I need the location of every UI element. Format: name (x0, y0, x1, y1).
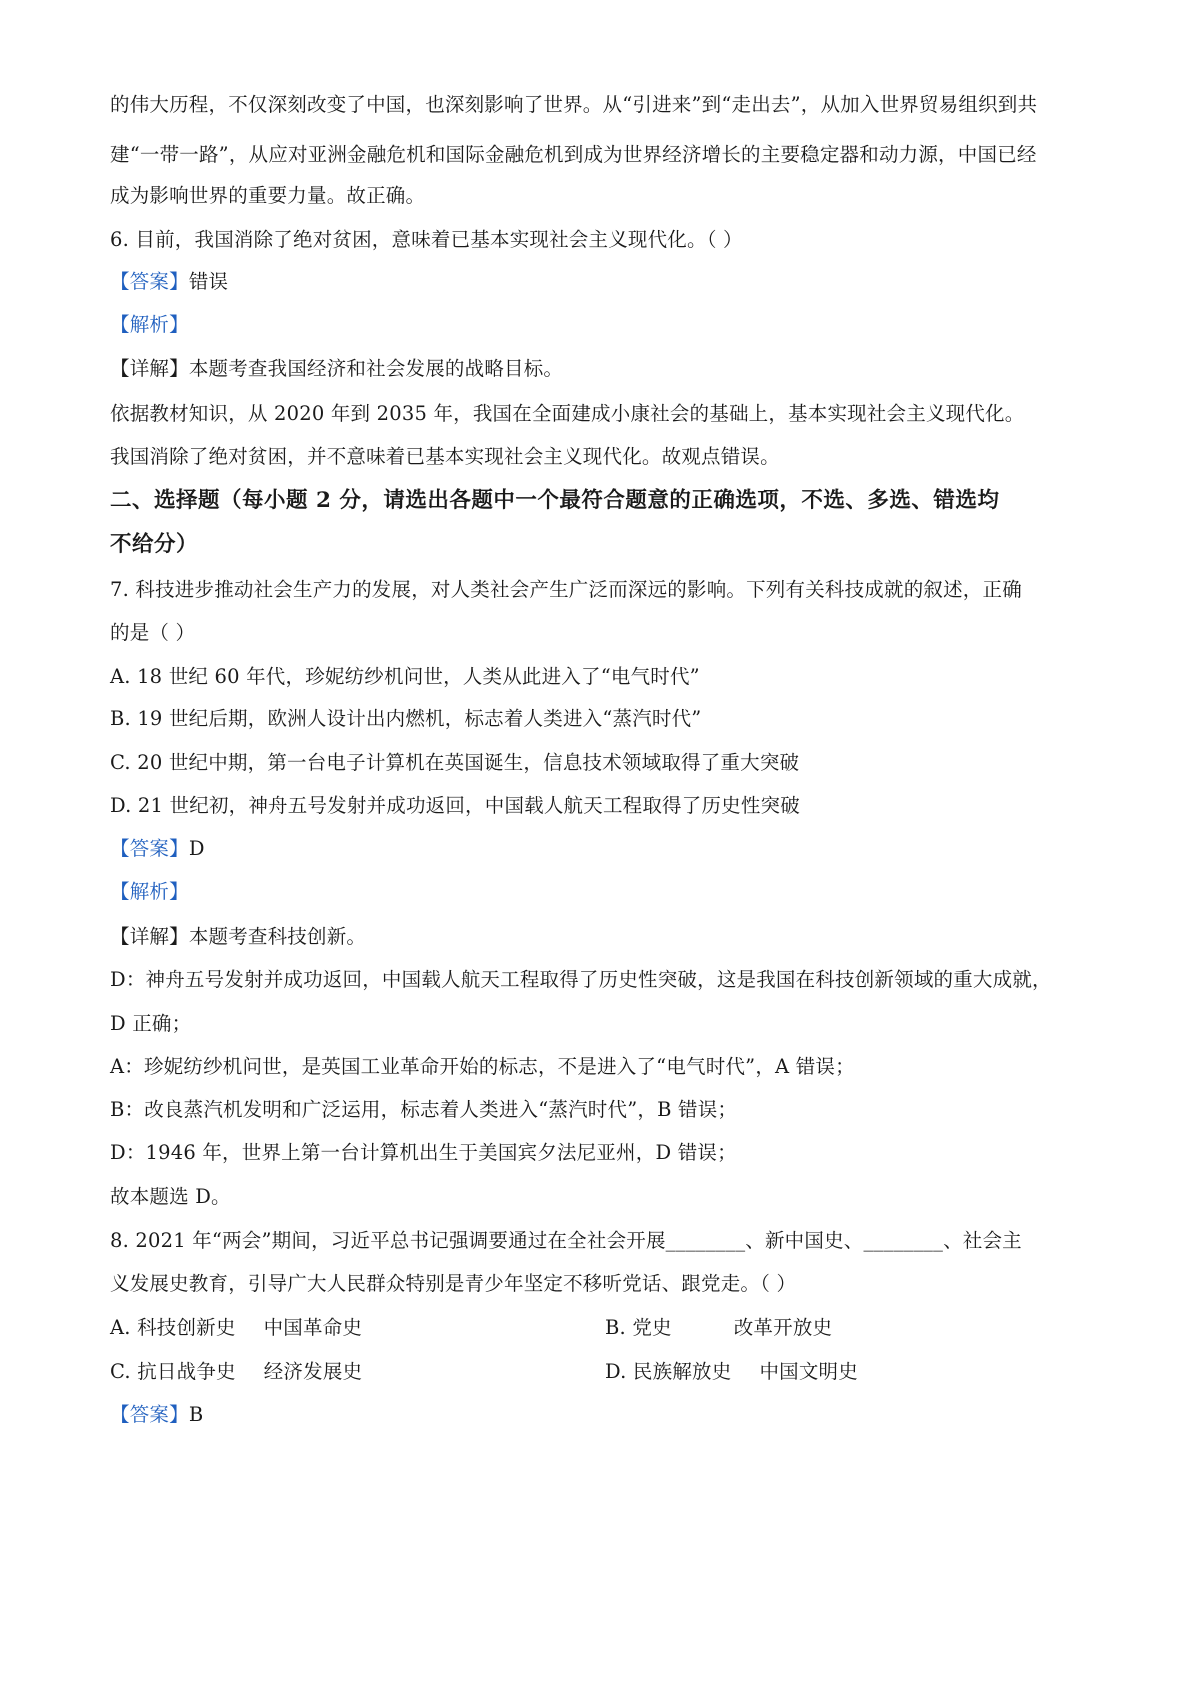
section-heading: 二、选择题（每小题 2 分，请选出各题中一个最符合题意的正确选项，不选、多选、错选均 (110, 488, 1000, 513)
answer-value: D (188, 837, 205, 860)
question-6-analysis (110, 311, 189, 339)
answer-value: 错误 (188, 270, 229, 293)
question-8-stem: 8. 2021 年“两会”期间，习近平总书记强调要通过在全社会开展________、新中国史、________、社会主 (110, 1229, 1022, 1252)
paragraph-line: D：1946 年，世界上第一台计算机出生于美国宾夕法尼亚州，D 错误； (110, 1141, 737, 1164)
analysis-tag: 【解析】 (110, 313, 189, 336)
detail-tag: 【详解】 (110, 925, 189, 948)
option-d (605, 1358, 858, 1386)
paragraph-line: 建“一带一路”，从应对亚洲金融危机和国际金融危机到成为世界经济增长的主要稳定器和动力源，中国已经 (110, 143, 1037, 166)
option-d: D. 21 世纪初，神舟五号发射并成功返回，中国载人航天工程取得了历史性突破 (110, 794, 800, 817)
option-b-part2: 改革开放史 (733, 1316, 833, 1339)
option-c (110, 1358, 362, 1386)
option-b-part1: B. 党史 (605, 1316, 672, 1339)
question-6-detail (110, 355, 563, 383)
question-6-stem: 6. 目前，我国消除了绝对贫困，意味着已基本实现社会主义现代化。（ ） (110, 228, 743, 251)
option-c: C. 20 世纪中期，第一台电子计算机在英国诞生，信息技术领域取得了重大突破 (110, 751, 800, 774)
answer-tag: 【答案】 (110, 837, 189, 860)
section-heading: 不给分） (110, 532, 199, 557)
paragraph-line: D 正确； (110, 1012, 192, 1035)
paragraph-line: 我国消除了绝对贫困，并不意味着已基本实现社会主义现代化。故观点错误。 (110, 445, 780, 468)
question-6-answer (110, 268, 228, 296)
question-8-stem: 义发展史教育，引导广大人民群众特别是青少年坚定不移听党话、跟党走。（ ） (110, 1272, 797, 1295)
paragraph-line: D：神舟五号发射并成功返回，中国载人航天工程取得了历史性突破，这是我国在科技创新领域的重大成就， (110, 968, 1052, 991)
analysis-tag: 【解析】 (110, 880, 189, 903)
option-b: B. 19 世纪后期，欧洲人设计出内燃机，标志着人类进入“蒸汽时代” (110, 707, 702, 730)
detail-tag: 【详解】 (110, 357, 189, 380)
answer-tag: 【答案】 (110, 1403, 189, 1426)
paragraph-line: 成为影响世界的重要力量。故正确。 (110, 184, 426, 207)
question-8-answer (110, 1401, 203, 1429)
question-7-stem: 7. 科技进步推动社会生产力的发展，对人类社会产生广泛而深远的影响。下列有关科技成就的叙述，正确 (110, 578, 1022, 601)
detail-text: 本题考查我国经济和社会发展的战略目标。 (188, 357, 564, 380)
option-a-part1: A. 科技创新史 (110, 1316, 236, 1339)
option-d-part1: D. 民族解放史 (605, 1360, 732, 1383)
option-c-part2: 经济发展史 (263, 1360, 363, 1383)
paragraph-line: 的伟大历程，不仅深刻改变了中国，也深刻影响了世界。从“引进来”到“走出去”，从加入世界贸易组织到共 (110, 93, 1038, 116)
paragraph-line: 故本题选 D。 (110, 1185, 231, 1208)
option-a: A. 18 世纪 60 年代，珍妮纺纱机问世，人类从此进入了“电气时代” (110, 665, 700, 688)
paragraph-line: B：改良蒸汽机发明和广泛运用，标志着人类进入“蒸汽时代”，B 错误； (110, 1098, 738, 1121)
question-7-stem: 的是（ ） (110, 621, 196, 644)
paragraph-line: 依据教材知识，从 2020 年到 2035 年，我国在全面建成小康社会的基础上，基本实现社会主义现代化。 (110, 402, 1025, 425)
answer-tag: 【答案】 (110, 270, 189, 293)
question-7-answer (110, 835, 205, 863)
option-d-part2: 中国文明史 (759, 1360, 858, 1383)
option-a-part2: 中国革命史 (263, 1316, 363, 1339)
option-c-part1: C. 抗日战争史 (110, 1360, 236, 1383)
question-7-detail (110, 923, 366, 951)
option-a (110, 1314, 362, 1342)
option-b (605, 1314, 832, 1342)
answer-value: B (188, 1403, 204, 1426)
paragraph-line: A：珍妮纺纱机问世，是英国工业革命开始的标志，不是进入了“电气时代”，A 错误； (110, 1055, 855, 1078)
detail-text: 本题考查科技创新。 (188, 925, 367, 948)
question-7-analysis (110, 878, 189, 906)
